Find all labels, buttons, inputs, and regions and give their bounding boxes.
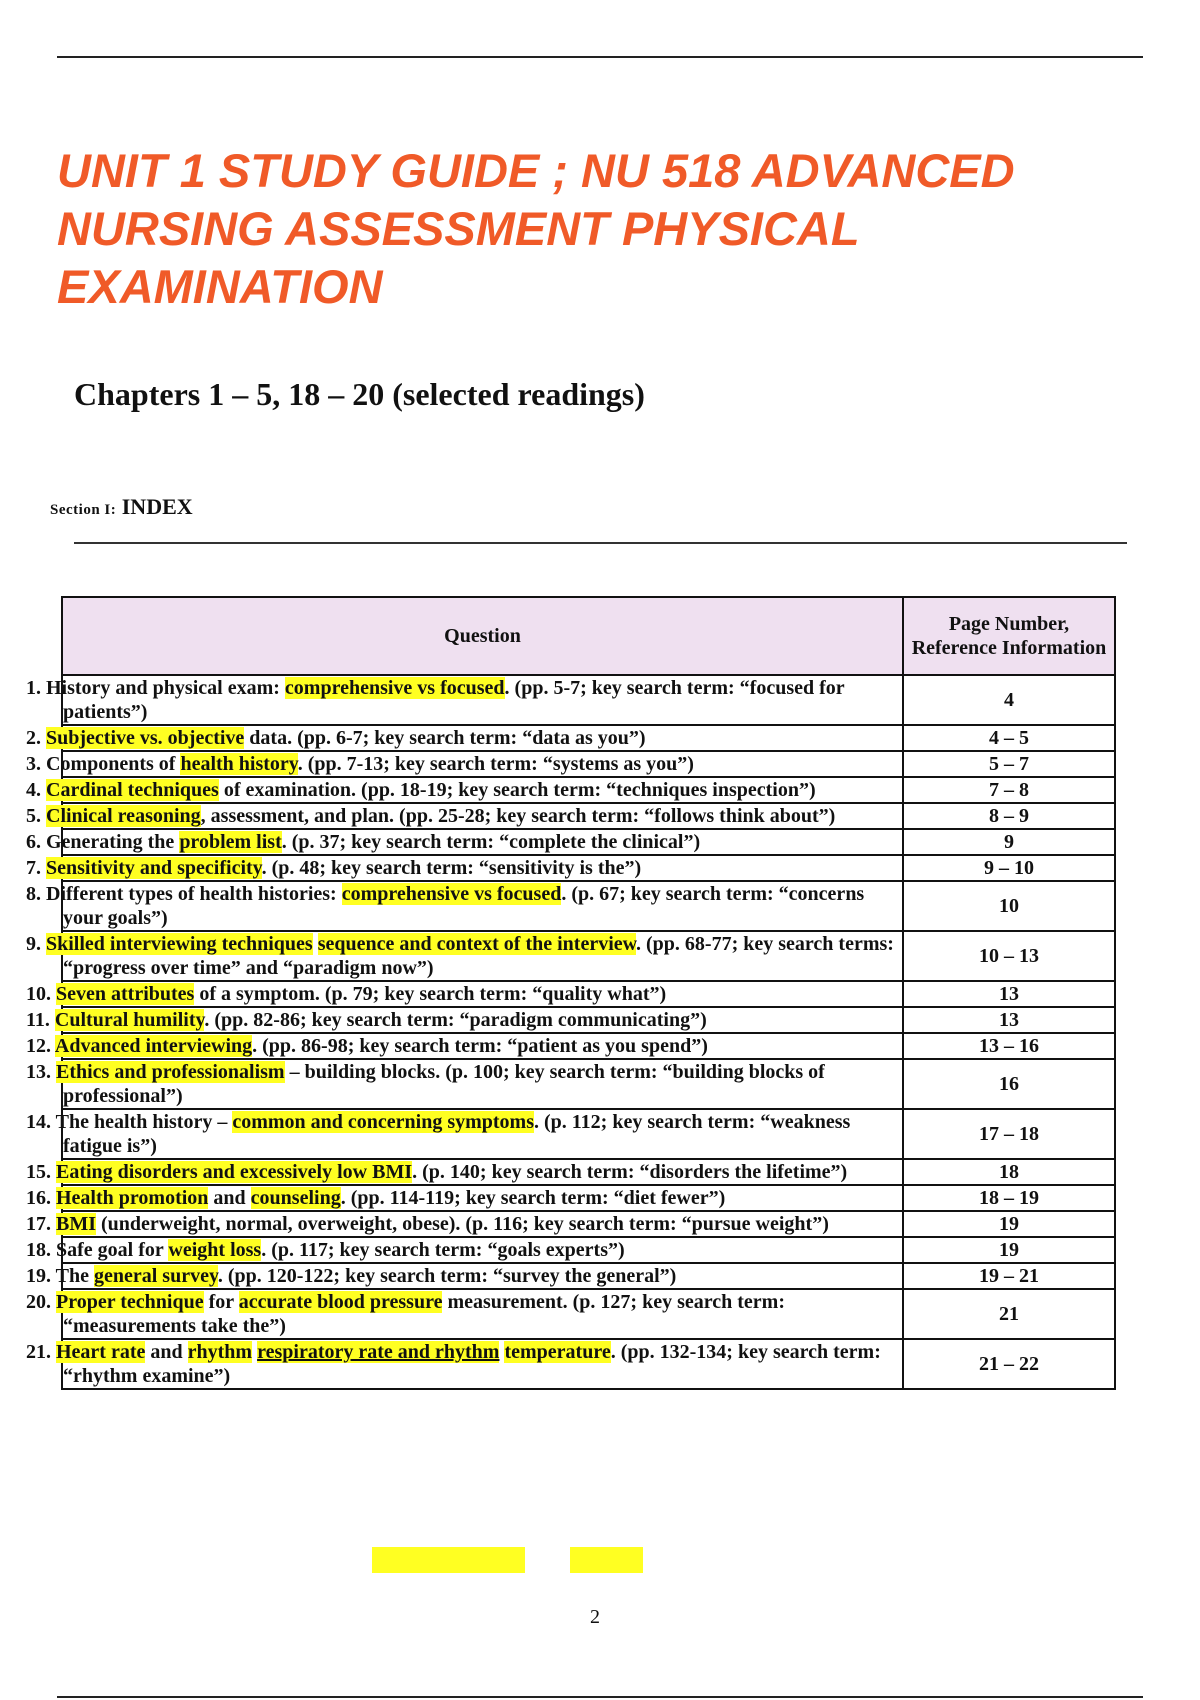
- highlighted-topic: Heart rate: [56, 1341, 146, 1363]
- question-text: . (p. 112; key search term: “weakness fatigue is”): [63, 1111, 851, 1157]
- question-number: 4.: [26, 779, 41, 801]
- question-cell: [26, 931, 903, 981]
- index-table: [26, 596, 1116, 1390]
- section-label: Section I:: [50, 502, 117, 518]
- highlighted-topic: Eating disorders and excessively low BMI: [56, 1161, 413, 1183]
- highlighted-topic: sequence and context of the interview: [317, 933, 636, 955]
- highlighted-topic: health history: [180, 753, 298, 775]
- question-text: . (pp. 68-77; key search terms: “progress over time” and “paradigm now”): [63, 933, 894, 979]
- highlighted-topic: Seven attributes: [56, 983, 195, 1005]
- question-number: 16.: [26, 1187, 51, 1209]
- question-text: , assessment, and plan. (pp. 25-28; key search term: “follows think about”): [200, 805, 836, 827]
- question-number: 5.: [26, 805, 41, 827]
- table-row: [62, 1033, 1115, 1059]
- question-text: Generating the: [46, 831, 180, 853]
- question-number: 21.: [26, 1341, 51, 1363]
- highlighted-topic: Sensitivity and specificity: [46, 857, 262, 879]
- table-row: [62, 1211, 1115, 1237]
- highlighted-topic: counseling: [250, 1187, 341, 1209]
- question-cell: [26, 1059, 903, 1109]
- highlighted-topic: weight loss: [168, 1239, 262, 1261]
- highlight-block: [372, 1547, 525, 1573]
- page-reference-cell: 4: [903, 675, 1115, 725]
- document-title: UNIT 1 STUDY GUIDE ; NU 518 ADVANCED NURSING ASSESSMENT PHYSICAL EXAMINATION: [57, 144, 1015, 313]
- question-text: . (pp. 7-13; key search term: “systems as you”): [297, 753, 694, 775]
- question-cell: [26, 1339, 903, 1389]
- highlighted-topic: rhythm: [187, 1341, 253, 1363]
- table-row: [62, 1289, 1115, 1339]
- table-row: [62, 1159, 1115, 1185]
- page-reference-cell: 4 – 5: [903, 725, 1115, 751]
- page-reference-cell: 9: [903, 829, 1115, 855]
- question-text: . (pp. 82-86; key search term: “paradigm communicating”): [204, 1009, 707, 1031]
- table-header-row: [62, 597, 1115, 675]
- table-row: [62, 981, 1115, 1007]
- question-number: 1.: [26, 677, 41, 699]
- highlighted-topic: Health promotion: [56, 1187, 209, 1209]
- question-text: . (p. 48; key search term: “sensitivity is the”): [261, 857, 642, 879]
- question-text: The health history –: [55, 1111, 233, 1133]
- highlighted-topic: respiratory rate and rhythm: [257, 1341, 500, 1363]
- question-number: 6.: [26, 831, 41, 853]
- question-text: Components of: [46, 753, 181, 775]
- page-reference-cell: 8 – 9: [903, 803, 1115, 829]
- question-number: 2.: [26, 727, 41, 749]
- question-text: measurement. (p. 127; key search term: “measurements take the”): [63, 1291, 785, 1337]
- page-reference-cell: 7 – 8: [903, 777, 1115, 803]
- question-number: 9.: [26, 933, 41, 955]
- table-row: [62, 751, 1115, 777]
- question-number: 14.: [26, 1111, 51, 1133]
- question-number: 19.: [26, 1265, 51, 1287]
- question-cell: [26, 1185, 903, 1211]
- page-reference-cell: 21: [903, 1289, 1115, 1339]
- highlighted-topic: accurate blood pressure: [238, 1291, 443, 1313]
- question-text: . (pp. 120-122; key search term: “survey the general”): [217, 1265, 677, 1287]
- question-cell: [26, 1159, 903, 1185]
- question-text: . (pp. 114-119; key search term: “diet fewer”): [340, 1187, 726, 1209]
- page-reference-cell: 19: [903, 1211, 1115, 1237]
- highlighted-topic: problem list: [179, 831, 282, 853]
- question-cell: [26, 1237, 903, 1263]
- question-cell: [26, 1289, 903, 1339]
- question-cell: [26, 1109, 903, 1159]
- highlighted-topic: comprehensive vs focused: [341, 883, 562, 905]
- question-text: for: [203, 1291, 239, 1313]
- question-number: 7.: [26, 857, 41, 879]
- table-row: [62, 675, 1115, 725]
- table-row: [62, 1007, 1115, 1033]
- question-cell: [26, 1263, 903, 1289]
- question-text: . (pp. 132-134; key search term: “rhythm examine”): [63, 1341, 881, 1387]
- page-reference-cell: 19 – 21: [903, 1263, 1115, 1289]
- highlighted-topic: BMI: [56, 1213, 96, 1235]
- question-text: . (p. 67; key search term: “concerns your goals”): [63, 883, 865, 929]
- question-cell: [26, 1033, 903, 1059]
- table-row: [62, 1339, 1115, 1389]
- question-cell: [26, 1007, 903, 1033]
- highlight-block: [570, 1547, 643, 1573]
- page-reference-cell: 18 – 19: [903, 1185, 1115, 1211]
- table-row: [62, 803, 1115, 829]
- page-reference-cell: 17 – 18: [903, 1109, 1115, 1159]
- question-cell: [26, 751, 903, 777]
- page-reference-cell: 9 – 10: [903, 855, 1115, 881]
- question-cell: [26, 1211, 903, 1237]
- top-rule: [57, 56, 1143, 58]
- question-text: . (p. 37; key search term: “complete the clinical”): [281, 831, 701, 853]
- table-row: [62, 777, 1115, 803]
- question-number: 3.: [26, 753, 41, 775]
- question-number: 10.: [26, 983, 51, 1005]
- question-number: 20.: [26, 1291, 51, 1313]
- chapters-subtitle: Chapters 1 – 5, 18 – 20 (selected readings): [74, 376, 645, 412]
- table-row: [62, 1237, 1115, 1263]
- question-cell: [26, 725, 903, 751]
- question-cell: [26, 829, 903, 855]
- question-number: 17.: [26, 1213, 51, 1235]
- highlighted-topic: Proper technique: [56, 1291, 204, 1313]
- question-text: . (p. 117; key search term: “goals experts”): [261, 1239, 625, 1261]
- page-reference-cell: 19: [903, 1237, 1115, 1263]
- table-row: [62, 1059, 1115, 1109]
- question-cell: [26, 777, 903, 803]
- question-text: Different types of health histories:: [46, 883, 342, 905]
- question-text: and: [208, 1187, 251, 1209]
- question-text: and: [145, 1341, 188, 1363]
- table-row: [62, 829, 1115, 855]
- table-row: [62, 881, 1115, 931]
- question-text: of examination. (pp. 18-19; key search term: “techniques inspection”): [218, 779, 816, 801]
- question-text: . (pp. 5-7; key search term: “focused for patients”): [63, 677, 845, 723]
- question-number: 18.: [26, 1239, 51, 1261]
- question-column-header: Question: [62, 597, 903, 675]
- highlighted-topic: Clinical reasoning: [46, 805, 201, 827]
- highlighted-topic: general survey: [93, 1265, 218, 1287]
- highlighted-topic: Subjective vs. objective: [46, 727, 245, 749]
- section-name: INDEX: [121, 494, 193, 519]
- page-reference-cell: 18: [903, 1159, 1115, 1185]
- table-row: [62, 931, 1115, 981]
- highlighted-topic: Advanced interviewing: [54, 1035, 253, 1057]
- question-text: – building blocks. (p. 100; key search term: “building blocks of professional”): [63, 1061, 825, 1107]
- highlighted-topic: Ethics and professionalism: [56, 1061, 285, 1083]
- question-text: data. (pp. 6-7; key search term: “data as you”): [244, 727, 646, 749]
- highlighted-topic: Skilled interviewing techniques: [46, 933, 313, 955]
- section-heading: [50, 494, 193, 520]
- question-cell: [26, 855, 903, 881]
- question-cell: [26, 881, 903, 931]
- question-number: 11.: [26, 1009, 50, 1031]
- question-cell: [26, 981, 903, 1007]
- question-text: of a symptom. (p. 79; key search term: “quality what”): [194, 983, 667, 1005]
- section-rule: [74, 542, 1127, 544]
- question-cell: [26, 803, 903, 829]
- question-text: (underweight, normal, overweight, obese). (p. 116; key search term: “pursue weight”): [96, 1213, 829, 1235]
- page-reference-cell: 13 – 16: [903, 1033, 1115, 1059]
- page-reference-cell: 5 – 7: [903, 751, 1115, 777]
- page-reference-cell: 13: [903, 981, 1115, 1007]
- highlighted-topic: Cultural humility: [54, 1009, 205, 1031]
- highlighted-topic: Cardinal techniques: [46, 779, 219, 801]
- question-number: 12.: [26, 1035, 51, 1057]
- page-number: 2: [590, 1606, 600, 1628]
- question-text: The: [55, 1265, 94, 1287]
- page-reference-cell: 10 – 13: [903, 931, 1115, 981]
- question-number: 15.: [26, 1161, 51, 1183]
- table-row: [62, 725, 1115, 751]
- question-text: History and physical exam:: [46, 677, 285, 699]
- page-reference-cell: 13: [903, 1007, 1115, 1033]
- highlighted-topic: common and concerning symptoms: [232, 1111, 534, 1133]
- page-reference-cell: 16: [903, 1059, 1115, 1109]
- highlighted-topic: comprehensive vs focused: [284, 677, 505, 699]
- bottom-rule: [57, 1696, 1143, 1698]
- page-reference-cell: 10: [903, 881, 1115, 931]
- page-reference-cell: 21 – 22: [903, 1339, 1115, 1389]
- question-text: Safe goal for: [56, 1239, 169, 1261]
- index-table-body: [26, 675, 1115, 1389]
- table-row: [62, 855, 1115, 881]
- page-column-header: Page Number, Reference Information: [903, 597, 1115, 675]
- question-text: . (p. 140; key search term: “disorders the lifetime”): [412, 1161, 848, 1183]
- question-text: [313, 933, 318, 955]
- table-row: [62, 1109, 1115, 1159]
- question-text: . (pp. 86-98; key search term: “patient as you spend”): [252, 1035, 708, 1057]
- question-cell: [26, 675, 903, 725]
- question-number: 8.: [26, 883, 41, 905]
- question-number: 13.: [26, 1061, 51, 1083]
- table-row: [62, 1263, 1115, 1289]
- table-row: [62, 1185, 1115, 1211]
- highlighted-topic: temperature: [504, 1341, 611, 1363]
